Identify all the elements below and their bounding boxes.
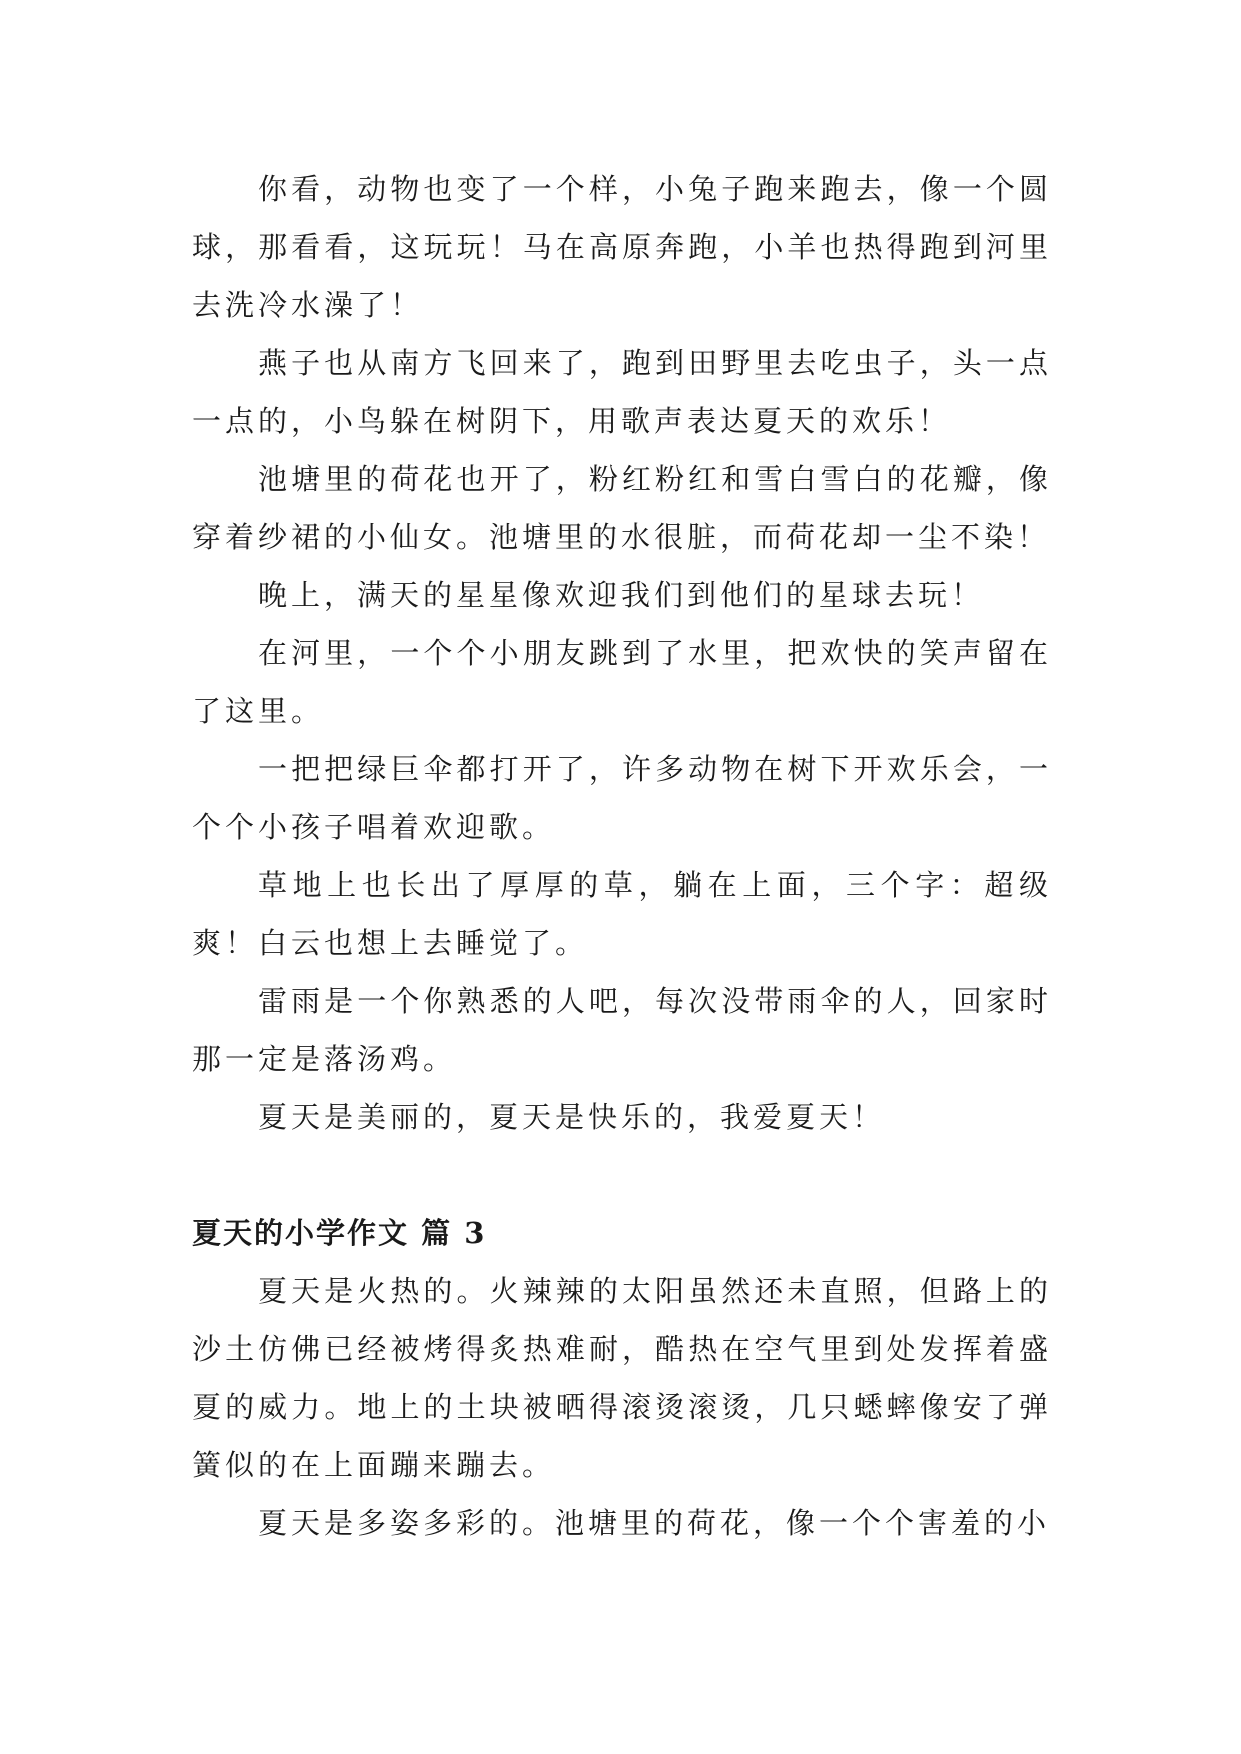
paragraph-umbrellas: 一把把绿巨伞都打开了，许多动物在树下开欢乐会，一个个小孩子唱着欢迎歌。 [192,752,1052,844]
paragraph-animals: 你看，动物也变了一个样，小兔子跑来跑去，像一个圆球，那看看，这玩玩！马在高原奔跑，小羊也热得跑到河里去洗冷水澡了！ [192,172,1052,322]
paragraph-hot-summer: 夏天是火热的。火辣辣的太阳虽然还未直照，但路上的沙土仿佛已经被烤得炙热难耐，酷热在空气里到处发挥着盛夏的威力。地上的土块被晒得滚烫滚烫，几只蟋蟀像安了弹簧似的在上面蹦来蹦去。 [192,1274,1052,1482]
paragraph-swallows: 燕子也从南方飞回来了，跑到田野里去吃虫子，头一点一点的，小鸟躲在树阴下，用歌声表达夏天的欢乐！ [192,346,1052,438]
paragraph-stars: 晚上，满天的星星像欢迎我们到他们的星球去玩！ [258,578,985,612]
paragraph-grass: 草地上也长出了厚厚的草，躺在上面，三个字：超级爽！白云也想上去睡觉了。 [192,868,1052,960]
paragraph-lotus: 池塘里的荷花也开了，粉红粉红和雪白雪白的花瓣，像穿着纱裙的小仙女。池塘里的水很脏，而荷花却一尘不染！ [192,462,1052,554]
section-title: 夏天的小学作文 篇 3 [192,1216,487,1250]
paragraph-river: 在河里，一个个小朋友跳到了水里，把欢快的笑声留在了这里。 [192,636,1052,728]
paragraph-conclusion: 夏天是美丽的，夏天是快乐的，我爱夏天！ [258,1100,886,1134]
paragraph-thunderstorm: 雷雨是一个你熟悉的人吧，每次没带雨伞的人，回家时那一定是落汤鸡。 [192,984,1052,1076]
document-page [192,160,1052,1552]
paragraph-colorful-summer: 夏天是多姿多彩的。池塘里的荷花，像一个个害羞的小 [258,1506,1051,1540]
